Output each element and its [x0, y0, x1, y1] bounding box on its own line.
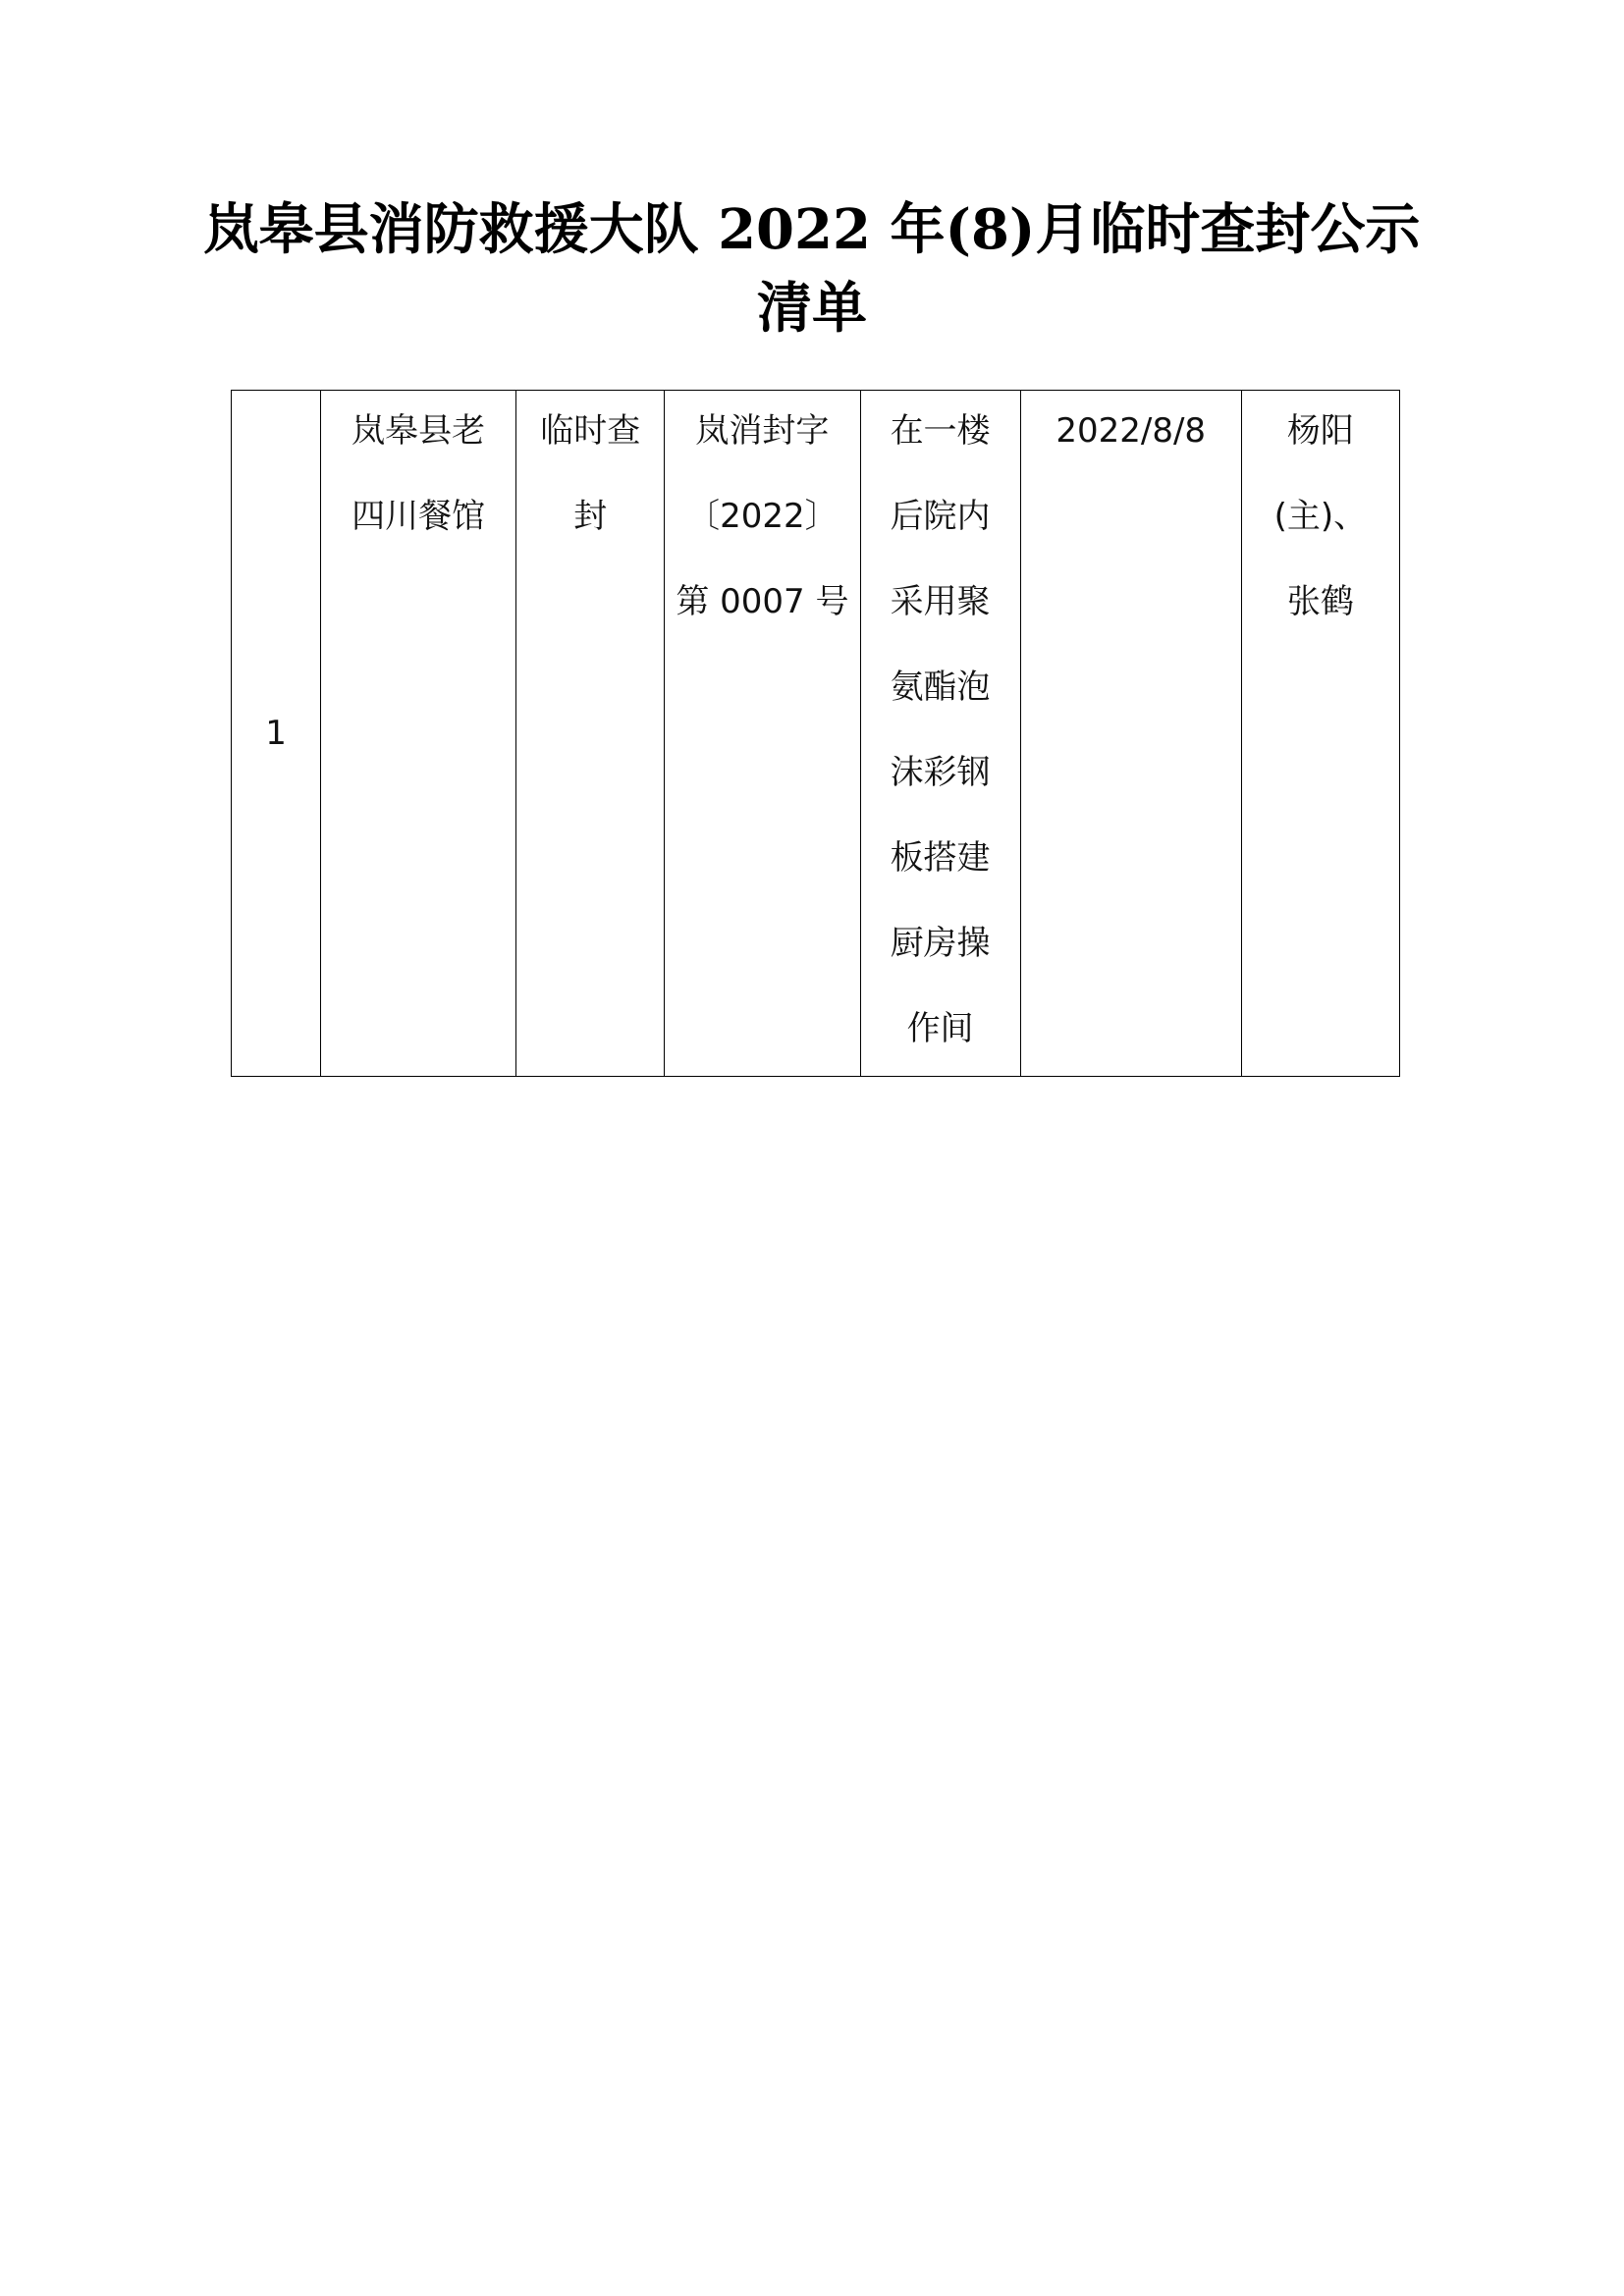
officers-cell — [1241, 391, 1399, 1077]
date-cell — [1020, 391, 1241, 1077]
officers: 杨阳 (主)、 张鹤 — [1273, 411, 1368, 621]
document-title — [196, 194, 1428, 344]
reason-cell — [860, 391, 1020, 1077]
table-row — [232, 391, 1400, 1077]
title-line-2: 清单 — [757, 276, 867, 341]
measure-cell — [516, 391, 665, 1077]
violation-reason: 在一楼 后院内 采用聚 氨酯泡 沫彩钢 板搭建 厨房操 作间 — [890, 411, 991, 1048]
unit-name-cell — [321, 391, 516, 1077]
seizure-date: 2022/8/8 — [1056, 411, 1207, 451]
title-line-1: 岚皋县消防救援大队 2022 年(8)月临时查封公示 — [203, 197, 1421, 262]
row-number: 1 — [265, 713, 287, 753]
unit-name: 岚皋县老 四川餐馆 — [352, 411, 486, 536]
document-number-cell — [665, 391, 860, 1077]
measure-type: 临时查 封 — [540, 411, 641, 536]
seizure-record-table — [231, 390, 1400, 1077]
row-number-cell — [232, 391, 321, 1077]
document-number: 岚消封字 〔2022〕 第 0007 号 — [676, 411, 849, 621]
